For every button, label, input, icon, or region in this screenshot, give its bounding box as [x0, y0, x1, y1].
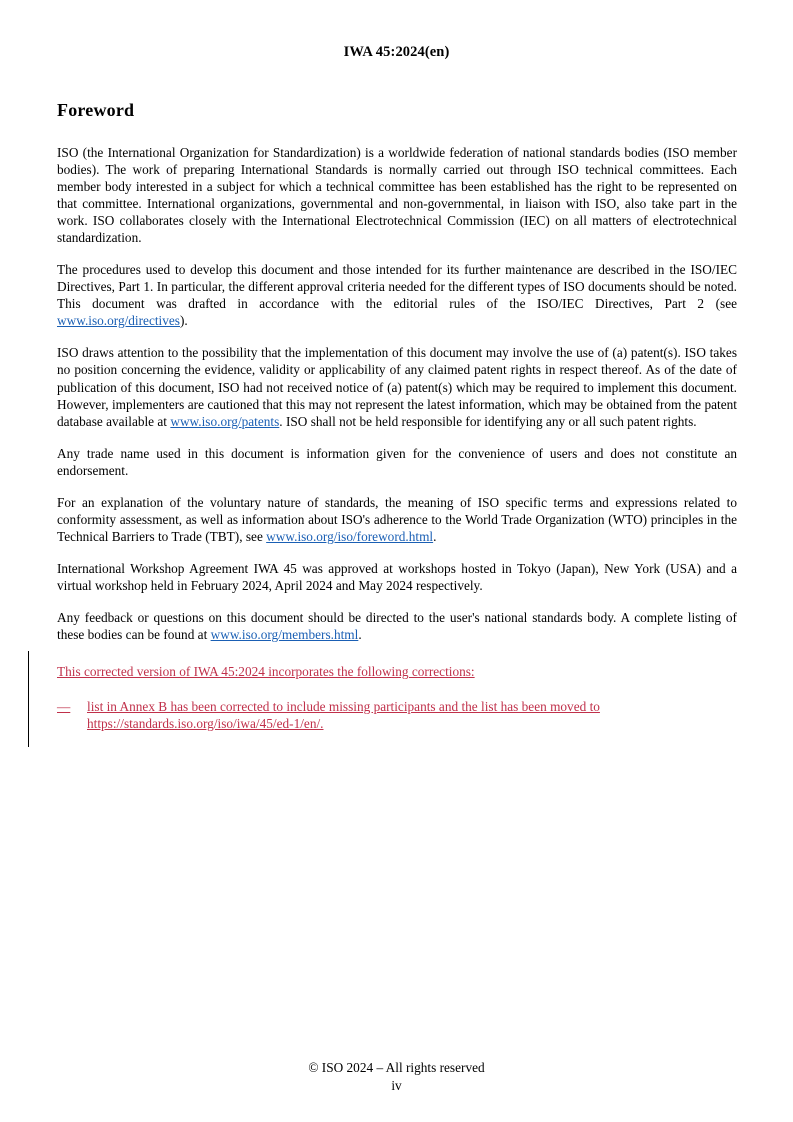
paragraph-5-text-before-link: For an explanation of the voluntary nature of standards, the meaning of ISO specific terms and expressions related to conformity assessment, as well as information about ISO's adherence to the World Trade Organization (WTO) principles in the Technical Barriers to Trade (TBT), see	[57, 494, 737, 545]
iso-foreword-link[interactable]: www.iso.org/iso/foreword.html	[266, 529, 434, 545]
em-dash-bullet-icon: —	[57, 698, 71, 714]
correction-item-text: list in Annex B has been corrected to include missing participants and the list has been moved to	[87, 698, 600, 714]
corrections-block	[57, 663, 737, 731]
foreword-paragraph-2	[57, 261, 737, 329]
running-header: IWA 45:2024(en)	[343, 44, 450, 60]
foreword-paragraph-3	[57, 344, 737, 429]
page-content	[57, 100, 737, 732]
annex-b-standards-link[interactable]: https://standards.iso.org/iso/iwa/45/ed-1/en/.	[87, 715, 324, 731]
iso-members-link[interactable]: www.iso.org/members.html	[210, 627, 359, 643]
paragraph-2-text-before-link: The procedures used to develop this document and those intended for its further maintenance are described in the ISO/IEC Directives, Part 1. In particular, the different approval criteria needed for the different types of ISO documents should be noted. This document was drafted in accordance with the editorial rules of the ISO/IEC Directives, Part 2 (see	[57, 262, 737, 312]
change-bar	[28, 651, 29, 747]
page-footer	[0, 1059, 793, 1094]
iso-directives-link[interactable]: www.iso.org/directives	[57, 313, 180, 329]
page-title: Foreword	[57, 100, 135, 120]
foreword-paragraph-7	[57, 609, 737, 643]
correction-list-item	[57, 698, 737, 732]
page-number: iv	[391, 1077, 402, 1093]
foreword-paragraph-4: Any trade name used in this document is information given for the convenience of users and does not constitute an endorsement.	[57, 445, 737, 478]
paragraph-7-text-after-link: .	[358, 627, 362, 643]
correction-item-body	[87, 698, 737, 732]
paragraph-3-text-after-link: . ISO shall not be held responsible for identifying any or all such patent rights.	[279, 413, 697, 429]
paragraph-3-text-before-link: ISO draws attention to the possibility that the implementation of this document may involve the use of (a) patent(s). ISO takes no position concerning the evidence, validity or applicability of any claimed patent rights in respect thereof. As of the date of publication of this document, ISO had not received notice of (a) patent(s) which may be required to implement this document. However, implementers are cautioned that this may not represent the latest information, which may be obtained from the patent database available at	[57, 345, 737, 429]
paragraph-7-text-before-link: Any feedback or questions on this document should be directed to the user's national standards body. A complete listing of these bodies can be found at	[57, 610, 737, 643]
paragraph-5-text-after-link: .	[433, 529, 437, 545]
foreword-paragraph-1: ISO (the International Organization for Standardization) is a worldwide federation of national standards bodies (ISO member bodies). The work of preparing International Standards is normally carried out through ISO technical committees. Each member body interested in a subject for which a technical committee has been established has the right to be represented on that committee. International organizations, governmental and non-governmental, in liaison with ISO, also take part in the work. ISO collaborates closely with the International Electrotechnical Commission (IEC) on all matters of electrotechnical standardization.	[57, 144, 737, 245]
foreword-paragraph-6: International Workshop Agreement IWA 45 was approved at workshops hosted in Tokyo (Japan), New York (USA) and a virtual workshop held in February 2024, April 2024 and May 2024 respectively.	[57, 561, 737, 594]
corrections-lead-in: This corrected version of IWA 45:2024 incorporates the following corrections:	[57, 664, 475, 680]
paragraph-2-text-after-link: ).	[179, 313, 188, 329]
copyright-notice: © ISO 2024 – All rights reserved	[308, 1060, 485, 1076]
iso-patents-link[interactable]: www.iso.org/patents	[170, 413, 280, 429]
foreword-paragraph-5	[57, 494, 737, 545]
